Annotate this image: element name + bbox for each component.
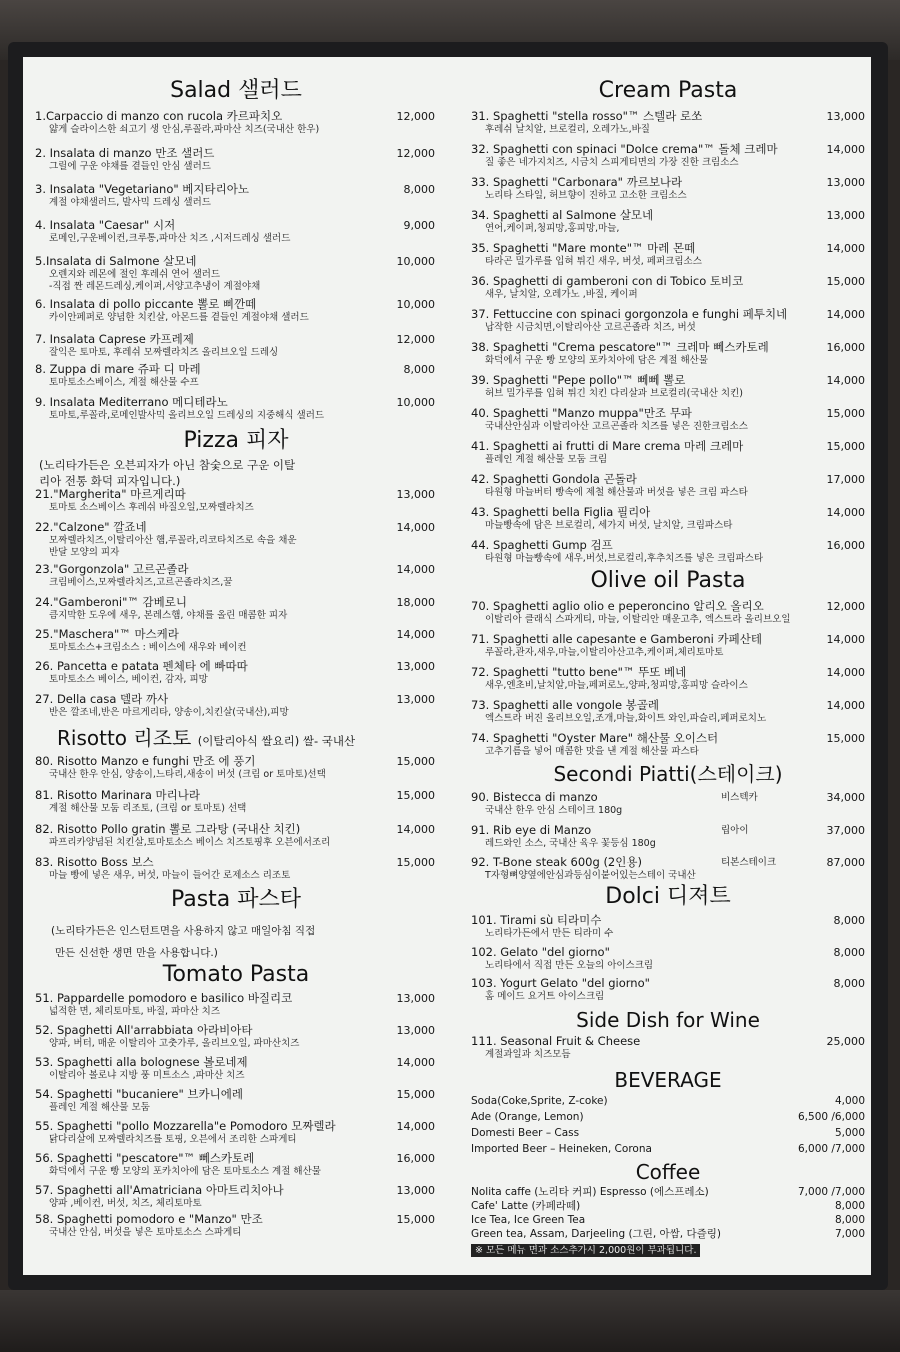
beverage-item: Ice Tea, Ice Green Tea 8,000 bbox=[471, 1214, 865, 1226]
background-bottom bbox=[0, 1290, 900, 1352]
beverage-item: Nolita caffe (노리타 커피) Espresso (에스프레소) 7,000 /7,000 bbox=[471, 1186, 865, 1198]
surcharge-note: ※ 모든 메뉴 면과 소스추가시 2,000원이 부과됩니다. bbox=[471, 1244, 700, 1257]
pasta-note-line-1: (노리타가든은 인스턴트면을 사용하지 않고 매일아침 직접 bbox=[51, 925, 316, 937]
section-title-olive-oil-pasta: Olive oil Pasta bbox=[590, 568, 746, 593]
section-title-tomato-pasta: Tomato Pasta bbox=[162, 962, 310, 987]
section-title-side-dish: Side Dish for Wine bbox=[576, 1008, 760, 1032]
beverage-item: Soda(Coke,Sprite, Z-coke) 4,000 bbox=[471, 1095, 865, 1107]
beverage-item: Ade (Orange, Lemon) 6,500 /6,000 bbox=[471, 1111, 865, 1123]
section-title-salad: Salad 샐러드 bbox=[170, 78, 302, 103]
section-title-pasta: Pasta 파스타 bbox=[170, 887, 302, 912]
section-title-beverage: BEVERAGE bbox=[614, 1068, 722, 1092]
section-title-coffee: Coffee bbox=[635, 1160, 701, 1184]
beverage-item: Cafe' Latte (카페라떼) 8,000 bbox=[471, 1200, 865, 1212]
beverage-item: Imported Beer – Heineken, Corona 6,000 /7,000 bbox=[471, 1143, 865, 1155]
section-title-dolci: Dolci 디져트 bbox=[605, 884, 731, 909]
section-title-cream-pasta: Cream Pasta bbox=[598, 78, 738, 103]
section-title-risotto: Risotto 리조토 (이탈리아식 쌀요리) 쌀- 국내산 bbox=[57, 726, 356, 750]
section-title-pizza: Pizza 피자 bbox=[183, 428, 289, 453]
pasta-note-line-2: 만든 신선한 생면 만을 사용합니다.) bbox=[55, 947, 218, 959]
beverage-item: Domesti Beer – Cass 5,000 bbox=[471, 1127, 865, 1139]
section-title-secondi-piatti: Secondi Piatti(스테이크) bbox=[553, 762, 783, 786]
beverage-item: Green tea, Assam, Darjeeling (그린, 아쌈, 다즐링) 7,000 bbox=[471, 1228, 865, 1240]
pizza-note-line-2: 리아 전통 화덕 피자입니다.) bbox=[39, 474, 181, 488]
menu-page: Salad 샐러드 1.Carpaccio di manzo con rucola 카르파치오 얇게 슬라이스한 쇠고기 생 안심,루꼴라,파마산 치즈(국내산 한우) 12,000 2. Insalata di manzo 만조 샐러드 그릴에 구운 야채를 곁들인 안심 샐러드 12,000 3. Insalata "Vegetariano" 베지타리아노 계절 야채샐러드, 발사믹 드레싱 샐러드 8,000 4. Insalata "Caesar" 시저 로메인,구운베이컨,크루통,파마산 치즈 ,시저드레싱 샐러드 9,000 5.Insalata di Salmone 살모네 오렌지와 레몬에 절인 후레쉬 연어 샐러드 -직접 짠 레몬드레싱,케이퍼,서양고추냉이 계절야채 10,000 6. Insalata di pollo piccante 뽈로 삐깐떼 카이안페퍼로 양념한 치킨살, 아몬드를 곁들인 계절야채 샐러드 10,000 7. Insalata Caprese 카프레제 잘익은 토마토, 후레쉬 모짜렐라치즈 올리브오일 드레싱 12,000 8. Zuppa di mare 쥬파 디 마레 토마토소스베이스, 계절 해산물 수프 8,000 9. Insalata Mediterrano 메디테라노 토마토,루꼴라,로메인발사믹 올리브오일 드레싱의 지중해식 샐러드 10,000 Pizza 피자 (노리타가든은 오븐피자가 아닌 참숯으로 구운 이탈 리아 전통 화덕 피자입니다.) 21."Margherita" 마르게리따 토마토 소스베이스 후레쉬 바질오일,모짜렐라치즈 13,000 22."Calzone" 깔죠네 모짜렐라치즈,이탈리아산 햄,루꼴라,리코타치즈로 속을 채운 반달 모양의 피자 14,000 23."Gorgonzola" 고르곤졸라 크림베이스,모짜렐라치즈,고르곤졸라치즈,꿀 14,000 24."Gamberoni"™ 감베로니 큼지막한 도우에 새우, 본레스햄, 야채를 올린 매콤한 피자 18,000 25."Maschera"™ 마스케라 토마토소스+크림소스 : 베이스에 새우와 베이컨 14,000 26. Pancetta e patata 펜체타 에 빠따따 토마토소스 베이스, 베이컨, 감자, 피망 13,000 27. Della casa 델라 까사 반은 깔조네,반은 마르게리타, 양송이,치킨살(국내산),피망 13,000 Risotto 리조토 (이탈리아식 쌀요리) 쌀- 국내산 80. Risotto Manzo e funghi 만조 에 풍기 국내산 한우 안심, 양송이,느타리,새송이 버섯 (크림 or 토마토)선택 15,000 81. Risotto Marinara 마리나라 계절 해산물 모둠 리조토, (크림 or 토마토) 선택 15,000 82. Risotto Pollo gratin 뽈로 그라탕 (국내산 치킨) 파프리카양념된 치킨살,토마토소스 베이스 치즈토핑후 오븐에서조리 14,000 83. Risotto Boss 보스 마늘 빵에 넣은 새우, 버섯, 마늘이 들어간 로제소스 리조토 15,000 Pasta 파스타 (노리타가든은 인스턴트면을 사용하지 않고 매일아침 직접 만든 신선한 생면 만을 사용합니다.) Tomato Pasta 51. Pappardelle pomodoro e basilico 바질리코 넓적한 면, 체리토마토, 바질, 파마산 치즈 13,000 52. Spaghetti All'arrabbiata 아라비아타 양파, 버터, 매운 이탈리아 고춧가루, 올리브오일, 파마산치즈 13,000 53. Spaghetti alla bolognese 볼로네제 이탈리아 볼로냐 지방 풍 미트소스 ,파마산 치즈 14,000 54. Spaghetti "bucaniere" 브카니에레 플레인 계절 해산물 모둠 15,000 55. Spaghetti "pollo Mozzarella"e Pomodoro 모짜렐라 닭다리살에 모짜렐라치즈를 토핑, 오븐에서 조리한 스파게티 14,000 56. Spaghetti "pescatore"™ 뻬스카토레 화덕에서 구운 빵 모양의 포카치아에 담은 토마토소스 계절 해산물 16,000 57. Spaghetti all'Amatriciana 아마트리치아나 양파 ,베이컨, 버섯, 치즈, 체리토마토 13,000 58. Spaghetti pomodoro e "Manzo" 만조 국내산 안심, 버섯을 넣은 토마토소스 스파게티 15,000 Cream Pasta 31. Spaghetti "stella rosso"™ 스텔라 로쏘 후레쉬 날치알, 브로컬리, 오레가노,바질 13,000 32. Spaghetti con spinaci "Dolce crema"™ 돌체 크레마 질 좋은 네가지치즈, 시금치 스피게티면의 가장 진한 크림소스 14,000 33. Spaghetti "Carbonara" 까르보나라 노리타 스타일, 허브향이 진하고 고소한 크림소스 13,000 34. Spaghetti al Salmone 살모네 연어,케이퍼,청피망,홍피망,마늘, 13,000 35. Spaghetti "Mare monte"™ 마레 몬떼 타라곤 밀가루를 입혀 튀긴 새우, 버섯, 페퍼크림소스 14,000 36. Spaghetti di gamberoni con di Tobico 토비코 새우, 날치알, 오레가노 ,바질, 케이퍼 15,000 37. Fettuccine con spinaci gorgonzola e funghi 페투치네 납작한 시금치면,이탈리아산 고르곤졸라 치즈, 버섯 14,000 38. Spaghetti "Crema pescatore"™ 크레마 뻬스카토레 화덕에서 구운 빵 모양의 포카치아에 담은 계절 해산물 16,000 39. Spaghetti "Pepe pollo"™ 뻬뻬 뽈로 허브 밀가루를 입혀 튀긴 치킨 다리살과 브로컬리(국내산 치킨) 14,000 40. Spaghetti "Manzo muppa"만조 무파 국내산안심과 이탈리아산 고르곤졸라 치즈를 넣은 진한크림소스 15,000 41. Spaghetti ai frutti di Mare crema 마레 크레마 플레인 계절 해산물 모둠 크림 15,000 42. Spaghetti Gondola 곤돌라 타원형 마늘버터 빵속에 제철 해산물과 버섯을 넣은 크림 파스타 17,000 43. Spaghetti bella Figlia 필리아 마늘빵속에 담은 브로컬리, 세가지 버섯, 날치알, 크림파스타 14,000 44. Spaghetti Gump 검프 타원형 마늘빵속에 새우,버섯,브로컬리,후추치즈를 넣은 크림파스타 16,000 Olive oil Pasta 70. Spaghetti aglio olio e peperoncino 알리오 올리오 이탈리아 클래식 스파게티, 마늘, 이탈리안 매운고추, 엑스트라 올리브오일 12,000 71. Spaghetti alle capesante e Gamberoni 카페산테 루꼴라,관자,새우,마늘,이탈리아산고추,케이퍼,체리토마토 14,000 72. Spaghetti "tutto bene"™ 뚜또 베네 새우,엔초비,날치알,마늘,페퍼로노,양파,청피망,홍피망 슬라이스 14,000 73. Spaghetti alle vongole 봉골레 엑스트라 버진 올리브오일,조개,마늘,화이트 와인,파슬리,페퍼로치노 14,000 74. Spaghetti "Oyster Mare" 해산물 오이스터 고추기름을 넣어 매콤한 맛을 낸 계절 해산물 파스타 15,000 Secondi Piatti(스테이크) 90. Bistecca di manzo 비스텍카 국내산 한우 안심 스테이크 180g 34,000 91. Rib eye di Manzo 립아이 레드와인 소스, 국내산 육우 꽃등심 180g 37,000 92. T-Bone steak 600g (2인용) 티본스테이크 T자형뼈양옆에안심과등심이붙어있는스테이 국내산 87,000 Dolci 디져트 101. Tirami sù 티라미수 노리타가든에서 만든 티라미 수 8,000 102. Gelato "del giorno" 노리타에서 직접 만든 오늘의 아이스크림 8,000 103. Yogurt Gelato "del giorno" 홈 메이드 요거트 아이스크림 8,000 Side Dish for Wine 111. Seasonal Fruit & Cheese 계절과일과 치즈모듬 25,000 BEVERAGE Soda(Coke,Sprite, Z-coke) 4,000 Ade (Orange, Lemon) 6,500 /6,000 Domesti Beer – Cass 5,000 Imported Beer – Heineken, Corona 6,000 /7,000 Coffee Nolita caffe (노리타 커피) Espresso (에스프레소) 7,000 /7,000 Cafe' Latte (카페라떼) 8,000 Ice Tea, Ice Green Tea 8,000 Green tea, Assam, Darjeeling (그린, 아쌈, 다즐링) 7,000 ※ 모든 메뉴 면과 소스추가시 2,000원이 부과됩니다. bbox=[23, 57, 871, 1275]
pizza-note-line-1: (노리타가든은 오븐피자가 아닌 참숯으로 구운 이탈 bbox=[39, 458, 296, 472]
